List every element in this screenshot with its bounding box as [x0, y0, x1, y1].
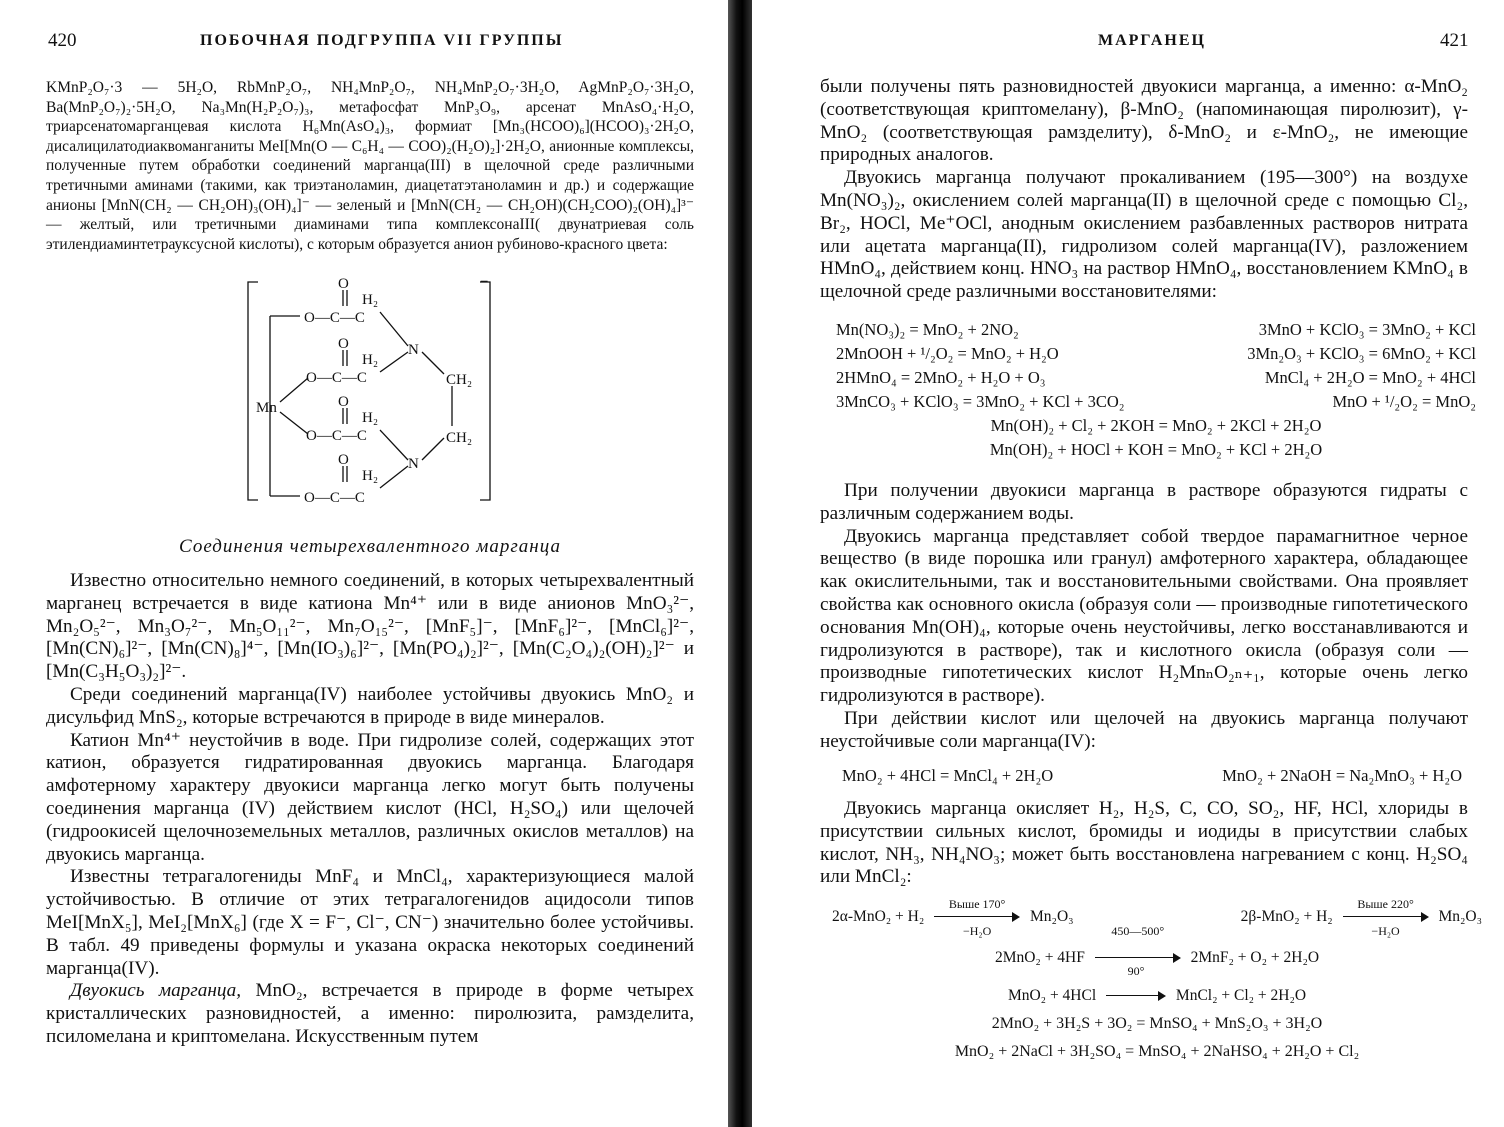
paragraph	[46, 980, 694, 1048]
o-atom: O	[338, 452, 349, 468]
paragraph: Среди соединений марганца(IV) наиболее устойчивы двуокись MnO₂ и дисульфид MnS₂, которые встречаются в природе в виде минералов.	[46, 683, 694, 728]
n-atom: N	[408, 456, 419, 472]
products: MnCl₂ + Cl₂ + 2H₂O	[1175, 987, 1307, 1004]
equation: Mn(OH)₂ + HOCl + KOH = MnO₂ + KCl + 2H₂O	[989, 440, 1323, 459]
page-number-right: 421	[1440, 30, 1469, 51]
equation: 3MnCO₃ + KClO₃ = 3MnO₂ + KCl + 3CO₂	[836, 392, 1125, 411]
section-title: Соединения четырехвалентного марганца	[179, 536, 561, 557]
paragraph-text: MnO₂, встречается в природе в форме четырех кристаллических разновидностей, а именно: пиролюзита, рамзделита, псиломелана и криптомелана. Искусственным путем	[46, 980, 694, 1047]
products: Mn₂O₃	[1030, 908, 1074, 925]
reactants: MnO₂ + 4HCl	[1007, 987, 1097, 1004]
equation	[832, 897, 1074, 939]
paragraph: Известно относительно немного соединений, в которых четырехвалентный марганец встречается в виде катиона Mn⁴⁺ или в виде анионов MnO₃²⁻, Mn₂O₅²⁻, Mn₃O₇²⁻, Mn₅O₁₁²⁻, Mn₇O₁₅²⁻, [MnF₅]⁻, [MnF₆]²⁻, [MnCl₆]²⁻, [Mn(CN)₆]²⁻, [Mn(CN)₈]⁴⁻, [Mn(IO₃)₆]²⁻, [Mn(PO₄)₂]²⁻, [Mn(C₂O₄)₂(OH)₂]²⁻ и [Mn(C₃H₅O₃)₂]²⁻.	[46, 570, 694, 683]
charge-minus: −	[480, 274, 489, 290]
reaction-arrow	[1106, 964, 1166, 1001]
condition-below: −H₂O	[1371, 924, 1400, 939]
equation: 2MnOOH + ¹/₂O₂ = MnO₂ + H₂O	[836, 344, 1059, 363]
right-body-middle	[820, 480, 1468, 754]
paragraph: Двуокись марганца получают прокаливанием (195—300°) на воздухе Mn(NO₃)₂, окислением солей марганца(II) в щелочной среде с помощью Cl₂, Br₂, HOCl, Me⁺OCl, анодным окислением разбавленных растворов нитрата или ацетата марганца(II), гидролизом солей марганца(IV), разложением HMnO₄, действием конц. HNO₃ на раствор HMnO₄, восстановлением KMnO₄ в щелочной среде различными восстановителями:	[820, 167, 1468, 303]
equation: MnO₂ + 4HCl = MnCl₄ + 2H₂O	[842, 766, 1054, 785]
equation: 2MnO₂ + 3H₂S + 3O₂ = MnSO₄ + MnS₂O₃ + 3H₂O	[991, 1015, 1323, 1032]
o-c-c-chain: O—C—C	[306, 370, 367, 386]
equation	[1240, 897, 1482, 939]
paragraph: Двуокись марганца окисляет H₂, H₂S, C, CO, SO₂, HF, HCl, хлориды в присутствии сильных кислот, бромиды и иодиды в присутствии слабых кислот, NH₃, NH₄NO₃; может быть восстановлена нагреванием с конц. H₂SO₄ или MnCl₂:	[820, 798, 1468, 888]
chelate-structure-diagram	[240, 272, 520, 508]
ch2-label: CH₂	[446, 430, 473, 446]
italic-term: Двуокись марганца,	[70, 980, 242, 1002]
reactants: 2β-MnO₂ + H₂	[1240, 908, 1333, 925]
equation: 2HMnO₄ = 2MnO₂ + H₂O + O₃	[836, 368, 1046, 387]
condition-below: −H₂O	[962, 924, 992, 939]
equation-block-1	[836, 318, 1476, 462]
h2-label: H₂	[362, 468, 379, 484]
paragraph: были получены пять разновидностей двуокиси марганца, а именно: α-MnO₂ (соответствующая криптомелану), β-MnO₂ (напоминающая пиролюзит), γ-MnO₂ (соответствующая рамзделиту), δ-MnO₂ и ε-MnO₂, не имеющие природных аналогов.	[820, 76, 1468, 166]
equation: MnCl₄ + 2H₂O = MnO₂ + 4HCl	[1264, 368, 1476, 387]
left-body	[46, 570, 694, 1049]
reaction-arrow	[1343, 897, 1429, 939]
right-page	[752, 0, 1504, 1127]
products: Mn₂O₃	[1438, 908, 1482, 925]
equation-row	[836, 318, 1476, 342]
mn-atom: Mn	[256, 400, 277, 416]
equation: MnO + ¹/₂O₂ = MnO₂	[1332, 392, 1476, 411]
paragraph: При получении двуокиси марганца в растворе образуются гидраты с различным содержанием воды.	[820, 480, 1468, 524]
equation	[832, 964, 1482, 1010]
paragraph: Известны тетрагалогениды MnF₄ и MnCl₄, характеризующиеся малой устойчивостью. В отличие от этих тетрагалогенидов ацидосоли типов MeI[MnX₅], MeI₂[MnX₆] (где X = F⁻, Cl⁻, CN⁻) значительно более устойчивы. В табл. 49 приведены формулы и указана окраска некоторых соединений марганца(IV).	[46, 866, 694, 979]
page-number-left: 420	[48, 30, 77, 51]
h2-label: H₂	[362, 352, 379, 368]
o-atom: O	[338, 276, 349, 292]
equation: Mn(NO₃)₂ = MnO₂ + 2NO₂	[836, 320, 1019, 339]
condition-above: 450—500°	[1111, 924, 1165, 939]
equation-row	[836, 366, 1476, 390]
equation-row	[836, 342, 1476, 366]
equation: MnO₂ + 2NaOH = Na₂MnO₃ + H₂O	[1222, 766, 1462, 785]
running-head-left: ПОБОЧНАЯ ПОДГРУППА VII ГРУППЫ	[200, 32, 564, 49]
o-atom: O	[338, 394, 349, 410]
h2-label: H₂	[362, 410, 379, 426]
o-c-c-chain: O—C—C	[304, 310, 365, 326]
left-page	[0, 0, 728, 1127]
paragraph: Катион Mn⁴⁺ неустойчив в воде. При гидролизе солей, содержащих этот катион, образуется гидратированная двуокись марганца. Благодаря амфотерному характеру двуокиси марганца легко могут быть получены соединения марганца (IV) действием кислот (HCl, H₂SO₄) или щелочей (гидроокисей щелочноземельных металлов, различных окислов металлов) на двуокись марганца.	[46, 729, 694, 865]
equation: MnO₂ + 2NaCl + 3H₂SO₄ = MnSO₄ + 2NaHSO₄ + 2H₂O + Cl₂	[954, 1043, 1360, 1060]
products: 2MnF₂ + O₂ + 2H₂O	[1190, 949, 1320, 966]
paragraph: Двуокись марганца представляет собой твердое парамагнитное черное вещество (в виде порошка или гранул) амфотерного характера, обладающее как окислительными, так и восстановительными свойствами. Она проявляет свойства как основного окисла (образуя соли — производные гипотетического основания Mn(OH)₄, которые очень неустойчивы, легко восстанавливаются и гидролизуются в растворе), так и кислотного окисла (образуя соли — производные гипотетических кислот H₂MnₙO₂ₙ₊₁, которые очень легко гидролизуются в растворе).	[820, 525, 1468, 707]
n-atom: N	[408, 342, 419, 358]
paragraph: При действии кислот или щелочей на двуокись марганца получают неустойчивые соли марганца(IV):	[820, 707, 1468, 752]
equation-row	[836, 390, 1476, 414]
condition-above: Выше 220°	[1357, 897, 1414, 912]
book-spine-gutter	[728, 0, 752, 1127]
equation-row-2	[842, 766, 1462, 786]
equation: Mn(OH)₂ + Cl₂ + 2KOH = MnO₂ + 2KCl + 2H₂O	[990, 416, 1322, 435]
h2-label: H₂	[362, 292, 379, 308]
ch2-label: CH₂	[446, 372, 473, 388]
right-body-bottom	[820, 798, 1468, 889]
o-atom: O	[338, 336, 349, 352]
condition-above: 90°	[1127, 964, 1145, 979]
right-body-top	[820, 76, 1468, 304]
equation: 3Mn₂O₃ + KClO₃ = 6MnO₂ + KCl	[1247, 344, 1476, 363]
reactants: 2MnO₂ + 4HF	[994, 949, 1085, 966]
o-c-c-chain: O—C—C	[304, 490, 365, 506]
arrow-equations	[832, 898, 1482, 1066]
condition-above: Выше 170°	[948, 897, 1006, 912]
running-head-right: МАРГАНЕЦ	[1098, 32, 1206, 49]
reactants: 2α-MnO₂ + H₂	[832, 908, 925, 925]
reaction-arrow	[934, 897, 1020, 939]
equation: 3MnO + KClO₃ = 3MnO₂ + KCl	[1258, 320, 1476, 339]
intro-paragraph: KMnP₂O₇·3 — 5H₂O, RbMnP₂O₇, NH₄MnP₂O₇, NH₄MnP₂O₇·3H₂O, AgMnP₂O₇·3H₂O, Ba(MnP₂O₇)₂·5H₂O, Na₃Mn(H₂P₂O₇)₃, метафосфат MnP₃O₉, арсенат MnAsO₄·H₂O, триарсенатомарганцевая кислота H₆Mn(AsO₄)₃, формиат [Mn₃(HCOO)₆](HCOO)₃·2H₂O, дисалицилатодиаквоманганиты MeI[Mn(O — C₆H₄ — COO)₂(H₂O)₂]·2H₂O, анионные комплексы, полученные путем обработки соединений марганца(III) в щелочной среде различными третичными аминами (такими, как триэтаноламин, диацетатэтаноламин и др.) и содержащие анионы [MnN(CH₂ — CH₂OH)₃(OH)₄]⁻ — зеленый и [MnN(CH₂ — CH₂OH)(CH₂COO)₂(OH)₄]³⁻ — желтый, или третичными диаминами типа комплексонаIII( двунатриевая соль этилендиаминтетрауксусной кислоты), с которым образуется анион рубиново-красного цвета:	[46, 79, 694, 253]
o-c-c-chain: O—C—C	[306, 428, 367, 444]
